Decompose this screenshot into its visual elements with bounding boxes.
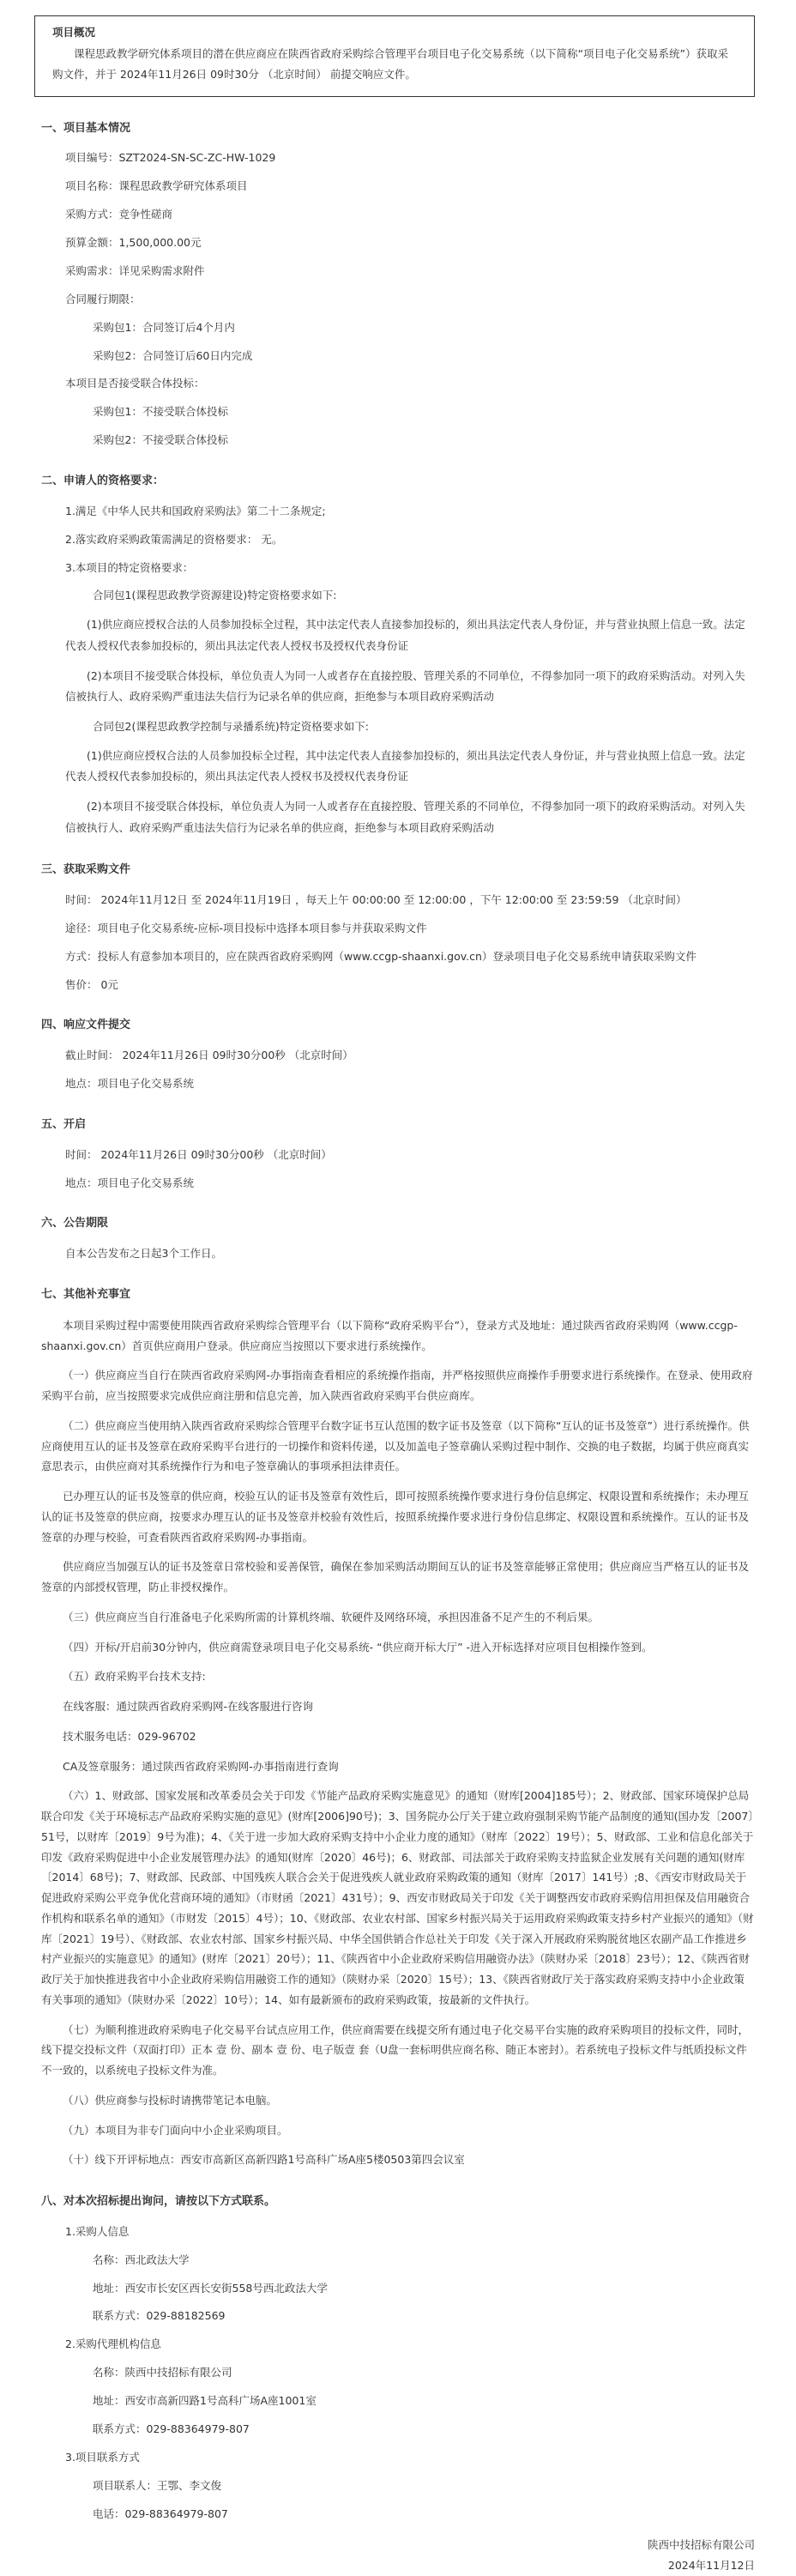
package-2-requirement: (2)本项目不接受联合体投标，单位负责人为同一人或者存在直接控股、管理关系的不同单位，不得参加同一项下的政府采购活动。对列入失信被执行人、政府采购严重违法失信行为记录名单的供应商，拒绝参与本项目政府采购活动 (65, 800, 745, 834)
section-other-matters (41, 1285, 755, 2170)
section-qualifications (41, 472, 755, 838)
qualification-item: 3.本项目的特定资格要求： (65, 560, 194, 574)
section-title: 四、响应文件提交 (41, 1019, 131, 1032)
other-matters-paragraph: 已办理互认的证书及签章的供应商，校验互认的证书及签章有效性后，即可按照系统操作要求进行身份信息绑定、权限设置和系统操作；未办理互认的证书及签章的供应商，按要求办理互认的证书及签章并校验有效性后，按照系统操作要求进行身份信息绑定、权限设置和系统操作。互认的证书及签章的办理与校验，可查看陕西省政府采购网-办事指南。 (41, 1490, 750, 1544)
summary-text: 课程思政教学研究体系项目的潜在供应商应在陕西省政府采购综合管理平台项目电子化交易系统（以下简称“项目电子化交易系统”）获取采购文件，并于 2024年11月26日 09时30分 （北京时间） 前提交响应文件。 (52, 46, 728, 82)
section-title: 七、其他补充事宜 (41, 1288, 131, 1301)
offline-bid-location: （十）线下开评标地点：西安市高新区高新四路1号高科广场A座5楼0503第四会议室 (63, 2153, 465, 2167)
section-title: 二、申请人的资格要求： (41, 475, 165, 487)
other-matters-paragraph: 本项目采购过程中需要使用陕西省政府采购综合管理平台（以下简称“政府采购平台”），登录方式及地址：通过陕西省政府采购网（www.ccgp-shaanxi.gov.cn）首页供应商用户登录。供应商应当按照以下要求进行系统操作。 (41, 1318, 738, 1352)
signature-block (41, 2535, 755, 2576)
signature-date: 2024年11月12日 (667, 2559, 755, 2573)
summary-title: 项目概况 (52, 26, 96, 39)
other-matters-paragraph: （八）供应商参与投标时请携带笔记本电脑。 (63, 2093, 278, 2107)
submission-deadline: 截止时间： 2024年11月26日 09时30分00秒 （北京时间） (65, 1049, 353, 1062)
project-contact-person: 项目联系人：王鄂、李文俊 (93, 2478, 222, 2492)
qualification-item: 2.落实政府采购政策需满足的资格要求： 无。 (65, 532, 283, 546)
section-title: 三、获取采购文件 (41, 863, 131, 877)
announcement-period: 自本公告发布之日起3个工作日。 (65, 1247, 222, 1261)
buyer-info-title: 1.采购人信息 (65, 2224, 130, 2238)
section-contacts (41, 2192, 755, 2523)
section-title: 六、公告期限 (41, 1217, 109, 1231)
agent-address: 地址：西安市高新四路1号高科广场A座1001室 (93, 2394, 317, 2407)
package-1-requirement: (1)供应商应授权合法的人员参加投标全过程，其中法定代表人直接参加投标的，须出具法定代表人身份证，并与营业执照上信息一致。法定代表人授权代表参加投标的，须出具法定代表人授权书及授权代表身份证 (65, 618, 745, 652)
agent-info-title: 2.采购代理机构信息 (65, 2337, 161, 2351)
budget-amount: 预算金额：1,500,000.00元 (65, 236, 202, 249)
obtain-method: 方式：投标人有意参加本项目的，应在陕西省政府采购网（www.ccgp-shaanxi.gov.cn）登录项目电子化交易系统申请获取采购文件 (65, 949, 696, 963)
announcement-page (0, 15, 796, 2576)
signature-org: 陕西中技招标有限公司 (647, 2538, 755, 2552)
contract-period-package-2: 采购包2：合同签订后60日内完成 (93, 348, 253, 362)
other-matters-paragraph: （二）供应商应当使用纳入陕西省政府采购综合管理平台数字证书互认范围的数字证书及签章（以下简称“互认的证书及签章”）进行系统操作。供应商使用互认的证书及签章在政府采购平台进行的一切操作和资料传递，以及加盖电子签章确认采购过程中制作、交换的电子数据，均属于供应商真实意思表示，由供应商对其系统操作行为和电子签章确认的事项承担法律责任。 (41, 1418, 750, 1473)
project-summary-box (34, 15, 755, 97)
other-matters-paragraph: （四）开标/开启前30分钟内，供应商需登录项目电子化交易系统- “供应商开标大厅” -进入开标选择对应项目包相操作签到。 (63, 1640, 653, 1654)
contract-period-label: 合同履行期限： (65, 292, 141, 305)
agent-name: 名称：陕西中技招标有限公司 (93, 2366, 232, 2379)
tech-support-online: 在线客服：通过陕西省政府采购网-在线客服进行咨询 (63, 1700, 314, 1713)
section-opening (41, 1116, 755, 1193)
package-1-requirements-title: 合同包1(课程思政教学资源建设)特定资格要求如下: (93, 589, 337, 602)
document-price: 售价： 0元 (65, 977, 118, 991)
other-matters-paragraph: 供应商应当加强互认的证书及签章日常校验和妥善保管，确保在参加采购活动期间互认的证书及签章能够正常使用；供应商应当严格互认的证书及签章的内部授权管理，防止非授权操作。 (41, 1560, 750, 1593)
opening-time: 时间： 2024年11月26日 09时30分00秒 （北京时间） (65, 1147, 332, 1161)
buyer-address: 地址：西安市长安区西长安街558号西北政法大学 (93, 2281, 328, 2295)
project-contact-phone: 电话：029-88364979-807 (93, 2506, 228, 2520)
tech-support-ca: CA及签章服务：通过陕西省政府采购网-办事指南进行查询 (63, 1759, 339, 1773)
package-2-requirement: (1)供应商应授权合法的人员参加投标全过程，其中法定代表人直接参加投标的，须出具法定代表人身份证，并与营业执照上信息一致。法定代表人授权代表参加投标的，须出具法定代表人授权书及授权代表身份证 (65, 748, 745, 783)
buyer-name: 名称：西北政法大学 (93, 2252, 190, 2266)
section-submission (41, 1016, 755, 1093)
opening-location: 地点：项目电子化交易系统 (65, 1176, 195, 1189)
other-matters-paragraph: （三）供应商应当自行准备电子化采购所需的计算机终端、软硬件及网络环境，承担因准备不足产生的不利后果。 (63, 1610, 600, 1624)
procurement-method: 采购方式：竞争性磋商 (65, 208, 173, 221)
section-title: 五、开启 (41, 1117, 87, 1131)
qualification-item: 1.满足《中华人民共和国政府采购法》第二十二条规定; (65, 504, 326, 517)
section-basic-info (41, 119, 755, 450)
buyer-contact: 联系方式：029-88182569 (93, 2309, 226, 2323)
section-obtain-documents (41, 861, 755, 994)
procurement-requirements: 采购需求：详见采购需求附件 (65, 263, 205, 277)
consortium-package-2: 采购包2：不接受联合体投标 (93, 433, 228, 447)
contract-period-package-1: 采购包1：合同签订后4个月内 (93, 320, 235, 334)
policy-list-paragraph: （六）1、财政部、国家发展和改革委员会关于印发《节能产品政府采购实施意见》的通知（财库[2004]185号）；2、财政部、国家环境保护总局联合印发《关于环境标志产品政府采购实施的意见》(财库[2006]90号)；3、国务院办公厅关于建立政府强制采购节能产品制度的通知(国办发〔2007〕51号，以财库〔2019〕9号为准)；4、《关于进一步加大政府采购支持中小企业力度的通知》（财库〔2022〕19号）；5、财政部、工业和信息化部关于印发《政府采购促进中小企业发展管理办法》的通知(财库〔2020〕46号)；6、财政部、司法部关于政府采购支持监狱企业发展有关问题的通知(财库〔2014〕68号)；7、财政部、民政部、中国残疾人联合会关于促进残疾人就业政府采购政策的通知（财库〔2017〕141号）;8、《西安市财政局关于促进政府采购公平竞争优化营商环境的通知》（市财函〔2021〕431号）；9、西安市财政局关于印发《关于调整西安市政府采购信用担保及信用融资合作机构和联系名单的通知》（市财发〔2015〕4号）；10、《财政部、农业农村部、国家乡村振兴局关于运用政府采购政策支持乡村产业振兴的通知》（财库〔2021〕19号）、《财政部、农业农村部、国家乡村振兴局、中华全国供销合作总社关于印发《关于深入开展政府采购脱贫地区农副产品工作推进乡村产业振兴的实施意见》的通知》(财库〔2021〕20号）；11、《陕西省中小企业政府采购信用融资办法》（陕财办采〔2018〕23号）；12、《陕西省财政厅关于加快推进我省中小企业政府采购信用融资工作的通知》（陕财办采〔2020〕15号）；13、《陕西省财政厅关于落实政府采购支持中小企业政策有关事项的通知》（陕财办采〔2022〕10号）；14、如有最新颁布的政府采购政策，按最新的文件执行。 (41, 1789, 754, 2006)
project-contact-title: 3.项目联系方式 (65, 2450, 140, 2464)
obtain-time: 时间： 2024年11月12日 至 2024年11月19日 ，每天上午 00:00:00 至 12:00:00 ，下午 12:00:00 至 23:59:59 （北京时间） (65, 892, 687, 906)
package-2-requirements-title: 合同包2(课程思政教学控制与录播系统)特定资格要求如下: (93, 719, 369, 733)
project-name: 项目名称：课程思政教学研究体系项目 (65, 179, 248, 193)
section-title: 八、对本次招标提出询问，请按以下方式联系。 (41, 2195, 276, 2208)
package-1-requirement: (2)本项目不接受联合体投标，单位负责人为同一人或者存在直接控股、管理关系的不同单位，不得参加同一项下的政府采购活动。对列入失信被执行人、政府采购严重违法失信行为记录名单的供应商，拒绝参与本项目政府采购活动 (65, 669, 745, 704)
tech-support-phone: 技术服务电话：029-96702 (63, 1729, 196, 1743)
consortium-package-1: 采购包1：不接受联合体投标 (93, 405, 228, 419)
other-matters-paragraph: （一）供应商应当自行在陕西省政府采购网-办事指南查看相应的系统操作指南，并严格按照供应商操作手册要求进行系统操作。在登录、使用政府采购平台前，应当按照要求完成供应商注册和信息完善，加入陕西省政府采购平台供应商库。 (41, 1369, 753, 1402)
project-number: 项目编号：SZT2024-SN-SC-ZC-HW-1029 (65, 151, 276, 165)
section-title: 一、项目基本情况 (41, 121, 131, 135)
agent-contact: 联系方式：029-88364979-807 (93, 2422, 250, 2435)
other-matters-paragraph: （五）政府采购平台技术支持: (63, 1670, 206, 1684)
other-matters-paragraph: （九）本项目为非专门面向中小企业采购项目。 (63, 2123, 288, 2137)
other-matters-paragraph: （七）为顺利推进政府采购电子化交易平台试点应用工作，供应商需要在线提交所有通过电子化交易平台实施的政府采购项目的投标文件，同时，线下提交投标文件（双面打印）正本 壹 份、副本 壹 份、电子版壹 套（U盘一套标明供应商名称、随正本密封）。若系统电子投标文件与纸质投标文件不一致的，以系统电子投标文件为准。 (41, 2023, 750, 2077)
submission-location: 地点：项目电子化交易系统 (65, 1077, 195, 1090)
obtain-channel: 途径：项目电子化交易系统-应标-项目投标中选择本项目参与并获取采购文件 (65, 921, 427, 934)
consortium-label: 本项目是否接受联合体投标： (65, 377, 205, 390)
section-announcement-period (41, 1214, 755, 1263)
